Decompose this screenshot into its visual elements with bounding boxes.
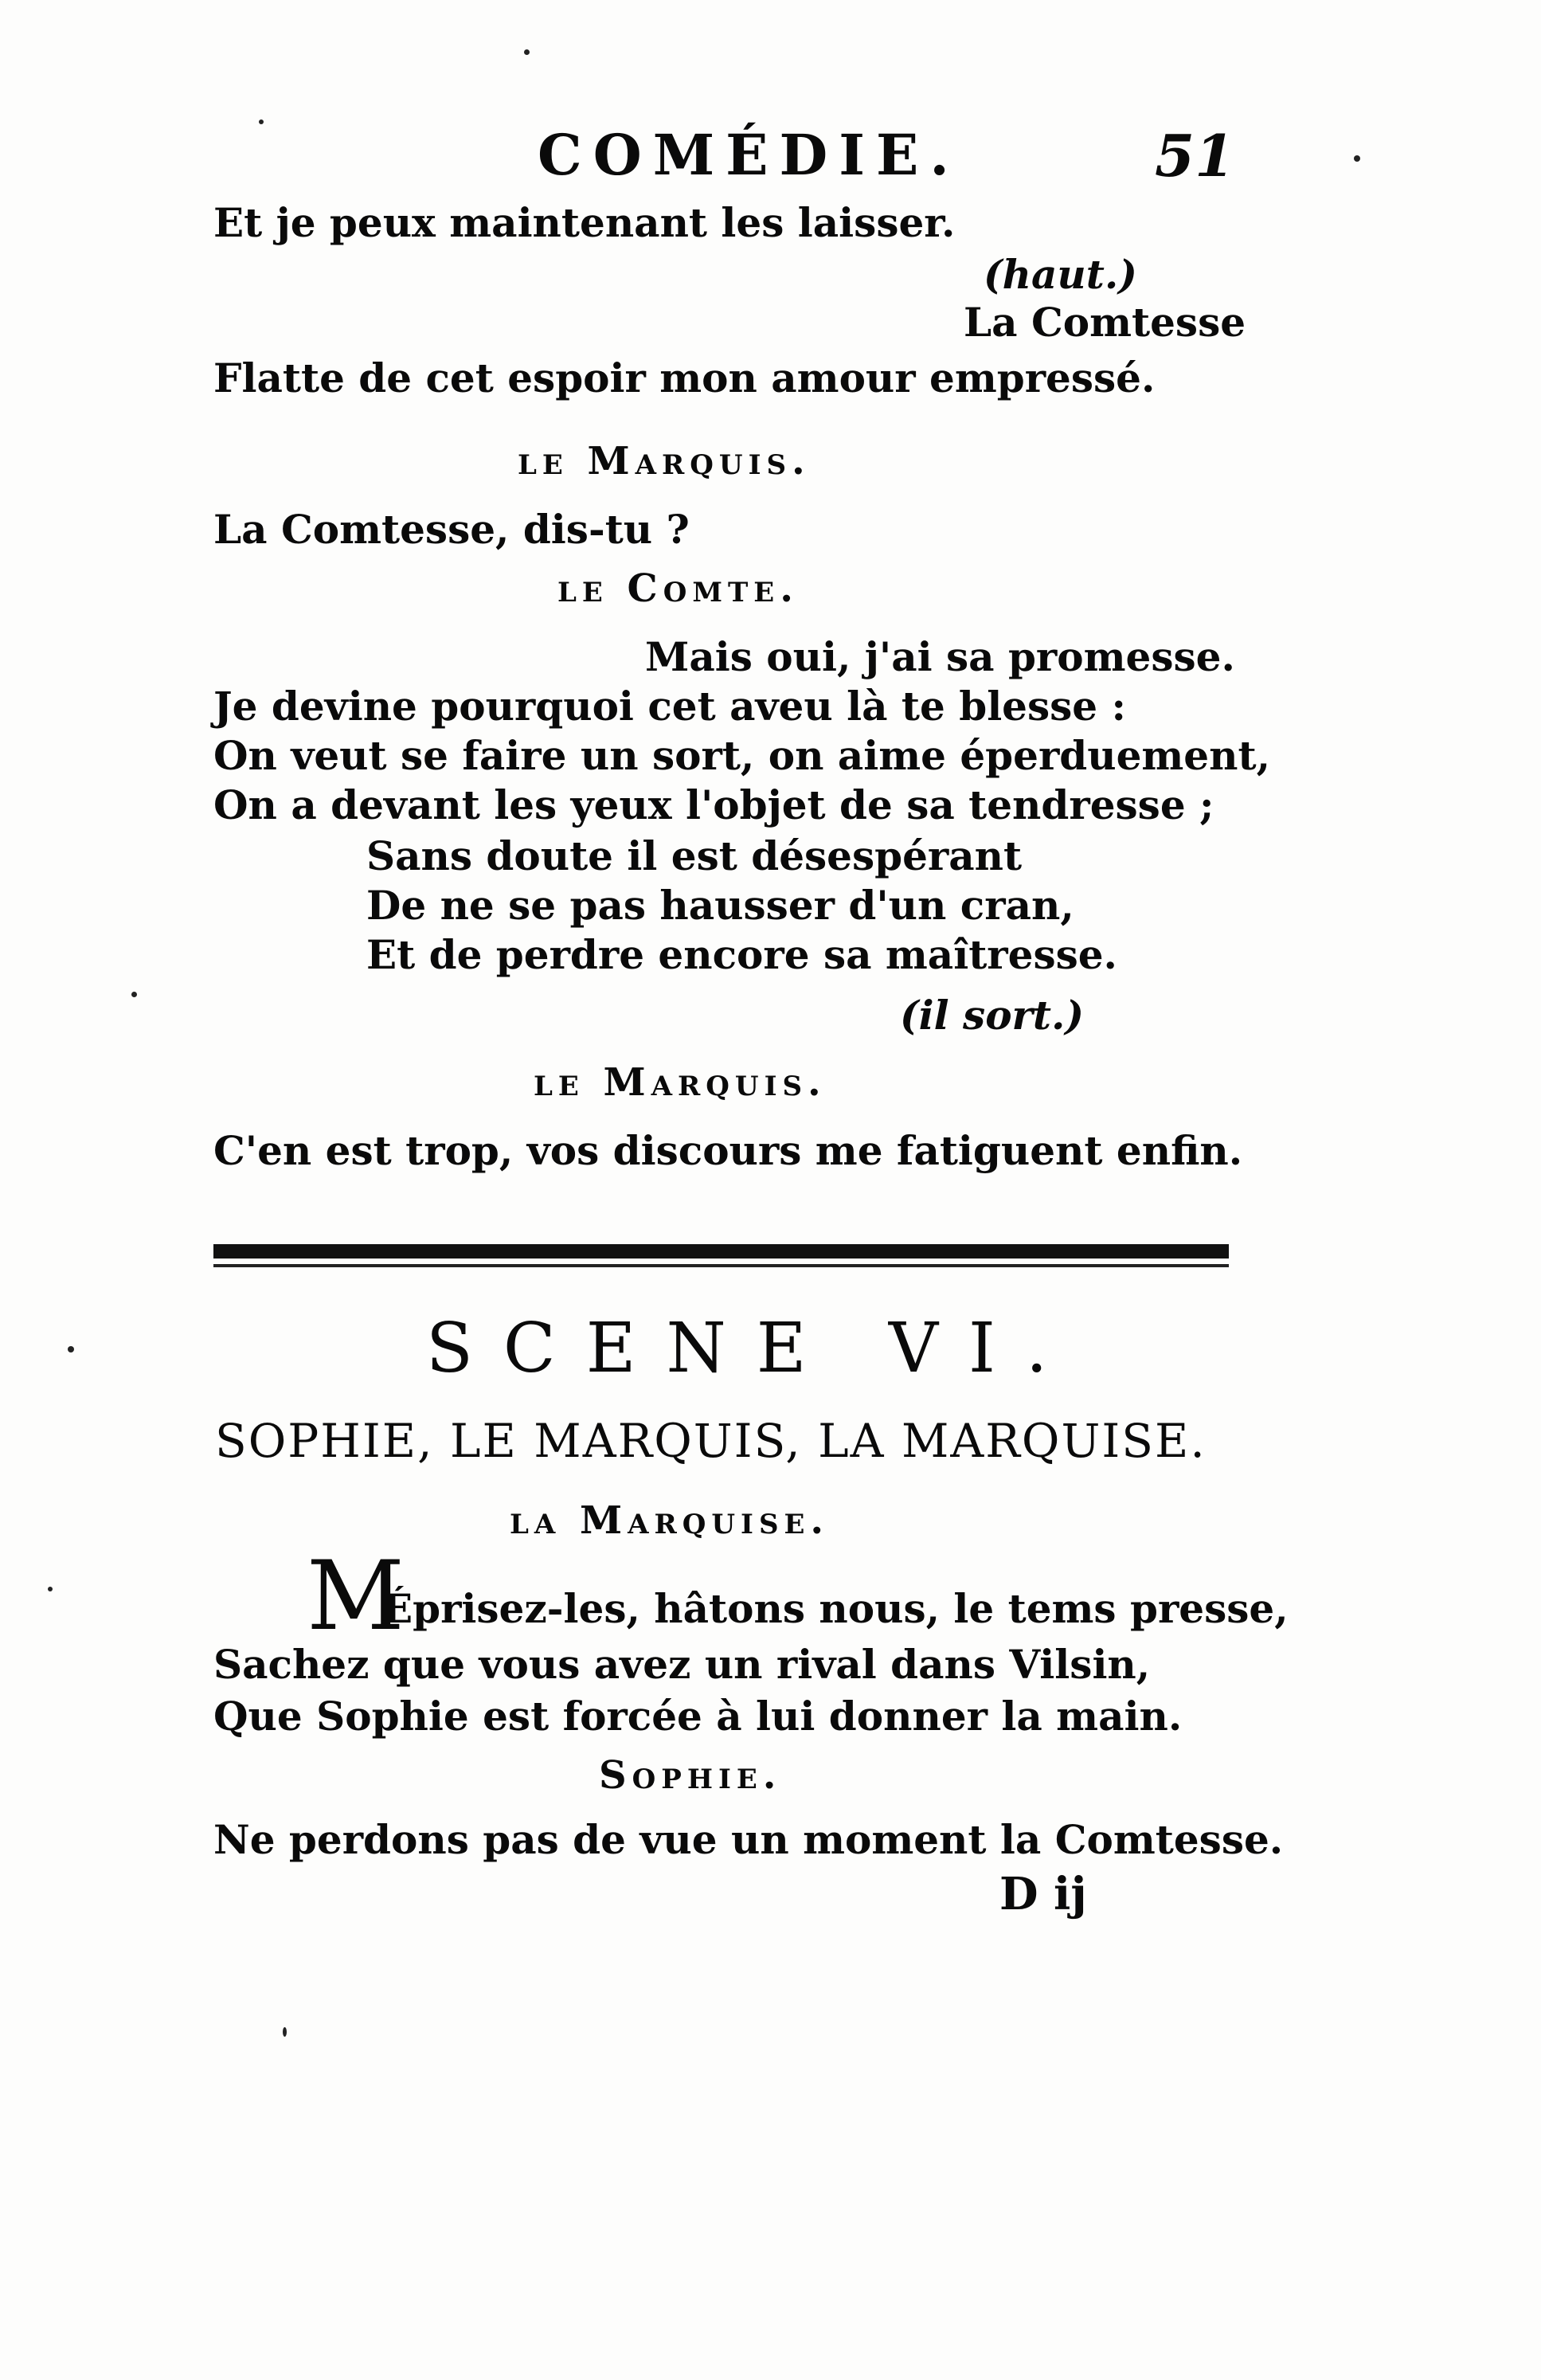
- speaker-le-comte: le Comte.: [557, 566, 799, 611]
- print-speck: [131, 992, 137, 997]
- verse-line-3: Flatte de cet espoir mon amour empressé.: [213, 354, 1156, 401]
- scene-title: SCENE VI.: [426, 1309, 1078, 1388]
- running-head: COMÉDIE.: [538, 122, 960, 188]
- stage-direction-il-sort: (il sort.): [900, 992, 1085, 1039]
- section-rule-thick: [213, 1244, 1229, 1259]
- speaker-la-marquise: la Marquise.: [510, 1498, 830, 1543]
- verse-line-9: Sans doute il est désespérant: [366, 832, 1023, 879]
- verse-line-15: Que Sophie est forcée à lui donner la main.: [213, 1693, 1183, 1740]
- print-speck: [48, 1587, 53, 1591]
- verse-line-14: Sachez que vous avez un rival dans Vilsin,: [213, 1641, 1151, 1688]
- verse-line-8: On a devant les yeux l'objet de sa tendresse ;: [213, 781, 1214, 828]
- verse-line-7: On veut se faire un sort, on aime éperduement,: [213, 732, 1270, 779]
- page-number: 51: [1155, 122, 1235, 190]
- verse-line-13: Éprisez-les, hâtons nous, le tems presse,: [382, 1585, 1289, 1632]
- verse-line-10: De ne se pas hausser d'un cran,: [366, 882, 1074, 929]
- verse-line-12: C'en est trop, vos discours me fatiguent enfin.: [213, 1127, 1243, 1174]
- speaker-le-marquis-2: le Marquis.: [534, 1060, 827, 1105]
- speaker-sophie: Sophie.: [599, 1753, 782, 1798]
- section-rule-thin: [213, 1264, 1229, 1267]
- stage-direction-haut: (haut.): [984, 251, 1137, 298]
- verse-line-2: La Comtesse: [964, 299, 1246, 346]
- print-speck: [259, 119, 264, 124]
- print-speck: [1354, 155, 1360, 162]
- speaker-le-marquis-1: le Marquis.: [518, 439, 811, 483]
- signature-mark: D ij: [999, 1868, 1087, 1920]
- verse-line-5: Mais oui, j'ai sa promesse.: [645, 633, 1235, 680]
- verse-line-16: Ne perdons pas de vue un moment la Comtesse.: [213, 1816, 1284, 1863]
- verse-line-6: Je devine pourquoi cet aveu là te blesse :: [213, 683, 1126, 730]
- drop-cap: M: [307, 1541, 405, 1652]
- verse-line-1: Et je peux maintenant les laisser.: [213, 199, 956, 246]
- print-speck: [524, 49, 530, 55]
- verse-line-4: La Comtesse, dis-tu ?: [213, 506, 690, 553]
- print-speck: [68, 1346, 74, 1352]
- verse-line-11: Et de perdre encore sa maîtresse.: [366, 931, 1117, 978]
- print-speck: [283, 2027, 287, 2037]
- scene-characters: SOPHIE, LE MARQUIS, LA MARQUISE.: [215, 1414, 1207, 1468]
